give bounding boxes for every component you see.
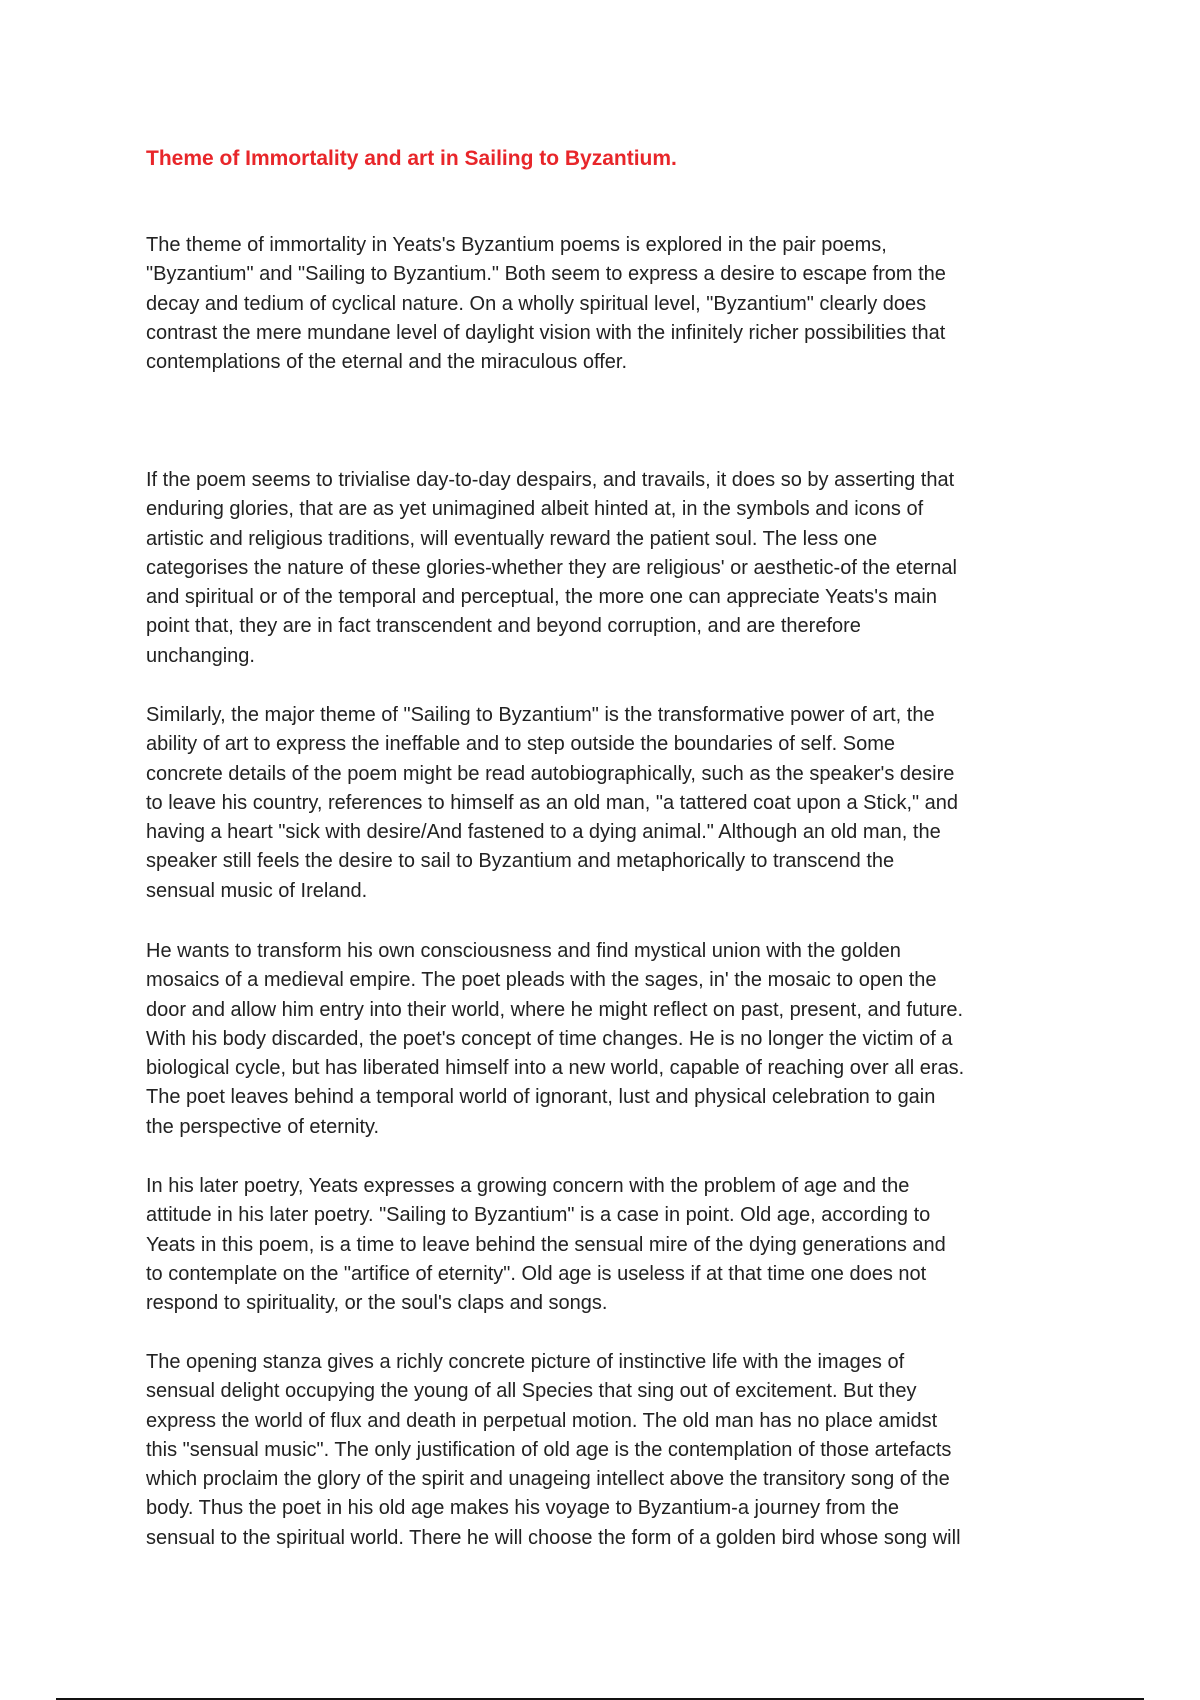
text-line: sensual to the spiritual world. There he will choose the form of a golden bird whose song will xyxy=(146,1526,961,1549)
text-line: The theme of immortality in Yeats's Byzantium poems is explored in the pair poems, xyxy=(146,234,887,256)
text-line: attitude in his later poetry. "Sailing to Byzantium" is a case in point. Old age, according to xyxy=(146,1204,931,1227)
text-line: to contemplate on the "artifice of eternity". Old age is useless if at that time one does not xyxy=(146,1262,927,1285)
text-line: point that, they are in fact transcendent and beyond corruption, and are therefore xyxy=(146,615,861,638)
text-line: ability of art to express the ineffable and to step outside the boundaries of self. Some xyxy=(146,733,895,756)
text-line: decay and tedium of cyclical nature. On a wholly spiritual level, "Byzantium" clearly does xyxy=(146,292,927,315)
text-line: categorises the nature of these glories-whether they are religious' or aesthetic-of the eternal xyxy=(146,556,957,579)
text-line: mosaics of a medieval empire. The poet pleads with the sages, in' the mosaic to open the xyxy=(146,969,937,992)
text-line: He wants to transform his own consciousness and find mystical union with the golden xyxy=(146,940,901,962)
text-line: Similarly, the major theme of "Sailing to Byzantium" is the transformative power of art, the xyxy=(146,704,935,726)
text-line: The opening stanza gives a richly concrete picture of instinctive life with the images of xyxy=(146,1351,905,1373)
paragraph-3 xyxy=(146,701,1066,906)
text-line: sensual music of Ireland. xyxy=(146,879,368,902)
text-line: to leave his country, references to himself as an old man, "a tattered coat upon a Stick," and xyxy=(146,791,959,814)
text-line: If the poem seems to trivialise day-to-day despairs, and travails, it does so by asserting that xyxy=(146,469,955,491)
paragraph-1 xyxy=(146,231,1066,377)
text-line: body. Thus the poet in his old age makes his voyage to Byzantium-a journey from the xyxy=(146,1497,900,1520)
text-line: which proclaim the glory of the spirit and unageing intellect above the transitory song of the xyxy=(146,1468,950,1491)
text-line: Yeats in this poem, is a time to leave behind the sensual mire of the dying generations and xyxy=(146,1233,946,1256)
text-line: "Byzantium" and "Sailing to Byzantium." Both seem to express a desire to escape from the xyxy=(146,263,946,286)
paragraph-6 xyxy=(146,1348,1066,1553)
text-line: concrete details of the poem might be read autobiographically, such as the speaker's desire xyxy=(146,762,955,785)
text-line: unchanging. xyxy=(146,644,255,667)
text-line: respond to spirituality, or the soul's claps and songs. xyxy=(146,1292,608,1315)
page-title: Theme of Immortality and art in Sailing to Byzantium. xyxy=(146,147,677,170)
text-line: The poet leaves behind a temporal world of ignorant, lust and physical celebration to gain xyxy=(146,1086,936,1109)
text-line: having a heart "sick with desire/And fastened to a dying animal." Although an old man, the xyxy=(146,821,941,844)
text-line: enduring glories, that are as yet unimagined albeit hinted at, in the symbols and icons of xyxy=(146,498,924,521)
text-line: this "sensual music". The only justification of old age is the contemplation of those artefacts xyxy=(146,1438,952,1461)
text-line: In his later poetry, Yeats expresses a growing concern with the problem of age and the xyxy=(146,1175,910,1197)
text-line: express the world of flux and death in perpetual motion. The old man has no place amidst xyxy=(146,1409,938,1432)
text-line: contemplations of the eternal and the miraculous offer. xyxy=(146,351,628,374)
text-line: the perspective of eternity. xyxy=(146,1115,380,1138)
text-line: contrast the mere mundane level of daylight vision with the infinitely richer possibilities that xyxy=(146,321,946,344)
text-line: artistic and religious traditions, will eventually reward the patient soul. The less one xyxy=(146,527,878,550)
paragraph-5 xyxy=(146,1172,1066,1318)
paragraph-4 xyxy=(146,937,1066,1142)
text-line: biological cycle, but has liberated himself into a new world, capable of reaching over all eras. xyxy=(146,1057,965,1080)
text-line: door and allow him entry into their world, where he might reflect on past, present, and future. xyxy=(146,998,964,1021)
paragraph-2 xyxy=(146,466,1066,671)
text-line: speaker still feels the desire to sail to Byzantium and metaphorically to transcend the xyxy=(146,850,895,873)
text-line: and spiritual or of the temporal and perceptual, the more one can appreciate Yeats's main xyxy=(146,586,937,609)
text-line: sensual delight occupying the young of all Species that sing out of excitement. But they xyxy=(146,1380,917,1403)
text-line: With his body discarded, the poet's concept of time changes. He is no longer the victim of a xyxy=(146,1027,953,1050)
